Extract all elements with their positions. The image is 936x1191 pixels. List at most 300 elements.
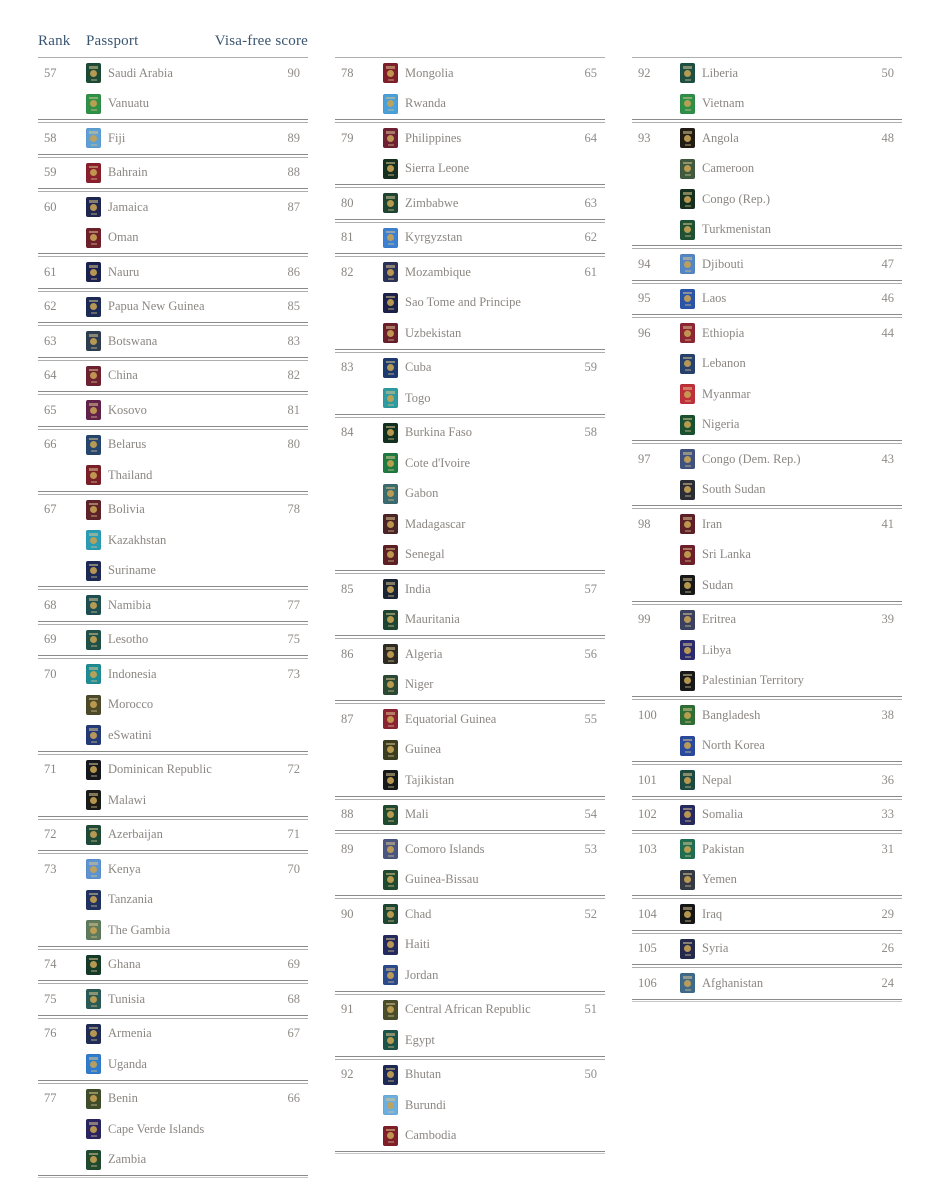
country-name: Algeria — [405, 646, 443, 661]
passport-cover-icon — [383, 1095, 398, 1115]
table-row — [335, 995, 605, 1026]
passport-cover-icon — [680, 671, 695, 691]
passport-title-mark — [386, 326, 395, 329]
table-row — [632, 635, 902, 666]
passport-cover-icon — [383, 293, 398, 313]
rank-value: 83 — [341, 360, 354, 375]
passport-cover-icon — [86, 1119, 101, 1139]
passport-title-mark — [683, 517, 692, 520]
table-row — [335, 639, 605, 670]
rank-group — [335, 222, 605, 255]
country-name: Afghanistan — [702, 975, 764, 990]
passport-footer-mark — [388, 109, 394, 111]
passport-title-mark — [386, 426, 395, 429]
rank-group — [335, 256, 605, 350]
rank-group — [38, 394, 308, 427]
country-name: China — [108, 368, 138, 383]
passport-footer-mark — [91, 243, 97, 245]
country-name: India — [405, 581, 431, 596]
passport-title-mark — [683, 674, 692, 677]
passport-cover-icon — [86, 1054, 101, 1074]
table-row — [335, 735, 605, 766]
country-name: South Sudan — [702, 482, 766, 497]
table-row — [335, 1060, 605, 1091]
visa-free-score: 72 — [287, 762, 300, 777]
passport-emblem-mark — [387, 330, 394, 337]
passport-footer-mark — [388, 820, 394, 822]
passport-footer-mark — [91, 79, 97, 81]
passport-cover-icon — [383, 94, 398, 114]
rank-group — [335, 799, 605, 832]
passport-title-mark — [386, 548, 395, 551]
rank-value: 58 — [44, 130, 57, 145]
passport-footer-mark — [91, 1070, 97, 1072]
rank-value: 103 — [638, 841, 657, 856]
rank-group — [632, 764, 902, 797]
passport-footer-mark — [388, 499, 394, 501]
passport-cover-icon — [680, 705, 695, 725]
passport-emblem-mark — [90, 234, 97, 241]
country-name: North Korea — [702, 738, 765, 753]
passport-cover-icon — [383, 514, 398, 534]
rank-value: 78 — [341, 65, 354, 80]
country-name: Djibouti — [702, 256, 744, 271]
passport-cover-icon — [383, 128, 398, 148]
country-name: Madagascar — [405, 516, 466, 531]
rank-group — [632, 799, 902, 832]
table-row — [632, 968, 902, 999]
passport-emblem-mark — [387, 460, 394, 467]
passport-footer-mark — [388, 690, 394, 692]
passport-footer-mark — [685, 270, 691, 272]
passport-emblem-mark — [90, 204, 97, 211]
country-name: Cameroon — [702, 161, 755, 176]
rank-group — [38, 1083, 308, 1177]
rank-group — [335, 187, 605, 220]
passport-emblem-mark — [90, 636, 97, 643]
table-row — [38, 395, 308, 426]
table-row — [38, 690, 308, 721]
passport-cover-icon — [86, 825, 101, 845]
rank-value: 104 — [638, 906, 657, 921]
rank-value: 90 — [341, 906, 354, 921]
passport-footer-mark — [685, 920, 691, 922]
country-name: Eritrea — [702, 612, 737, 627]
passport-cover-icon — [680, 736, 695, 756]
passport-emblem-mark — [684, 226, 691, 233]
passport-title-mark — [683, 192, 692, 195]
rank-value: 85 — [341, 581, 354, 596]
rank-value: 88 — [341, 807, 354, 822]
rank-group — [632, 122, 902, 246]
passport-title-mark — [683, 976, 692, 979]
passport-cover-icon — [383, 358, 398, 378]
rank-group — [632, 967, 902, 1000]
country-name: Mauritania — [405, 612, 460, 627]
passport-emblem-mark — [684, 165, 691, 172]
passport-footer-mark — [388, 755, 394, 757]
visa-free-score: 48 — [881, 130, 894, 145]
country-name: Kenya — [108, 861, 141, 876]
passport-title-mark — [683, 257, 692, 260]
table-row — [38, 192, 308, 223]
rank-group — [38, 191, 308, 254]
passport-emblem-mark — [387, 876, 394, 883]
country-name: Tanzania — [108, 892, 153, 907]
rank-group — [38, 360, 308, 393]
passport-cover-icon — [680, 289, 695, 309]
rank-group — [38, 949, 308, 982]
visa-free-score: 81 — [287, 402, 300, 417]
country-name: Chad — [405, 906, 432, 921]
passport-cover-icon — [383, 709, 398, 729]
passport-footer-mark — [91, 416, 97, 418]
rank-header: Rank — [38, 33, 71, 49]
passport-title-mark — [386, 517, 395, 520]
country-name: Nigeria — [702, 417, 740, 432]
passport-emblem-mark — [90, 537, 97, 544]
passport-cover-icon — [383, 545, 398, 565]
passport-emblem-mark — [90, 169, 97, 176]
passport-footer-mark — [91, 515, 97, 517]
table-header — [38, 33, 308, 57]
rank-group — [632, 933, 902, 966]
passport-cover-icon — [383, 805, 398, 825]
passport-emblem-mark — [90, 896, 97, 903]
passport-emblem-mark — [684, 876, 691, 883]
passport-footer-mark — [91, 178, 97, 180]
country-name: Vietnam — [702, 96, 745, 111]
table-row — [38, 58, 308, 89]
passport-emblem-mark — [684, 521, 691, 528]
passport-cover-icon — [680, 575, 695, 595]
passport-footer-mark — [685, 989, 691, 991]
columns-wrap — [38, 33, 902, 1178]
visa-free-score: 87 — [287, 199, 300, 214]
country-name: Bhutan — [405, 1067, 442, 1082]
visa-free-score: 67 — [287, 1026, 300, 1041]
rank-group — [38, 122, 308, 155]
passport-emblem-mark — [387, 1006, 394, 1013]
rank-value: 94 — [638, 256, 651, 271]
passport-title-mark — [683, 907, 692, 910]
country-name: Iran — [702, 516, 723, 531]
visa-free-score: 69 — [287, 957, 300, 972]
passport-title-mark — [683, 292, 692, 295]
passport-title-mark — [386, 391, 395, 394]
passport-footer-mark — [388, 595, 394, 597]
passport-emblem-mark — [684, 647, 691, 654]
passport-title-mark — [89, 1153, 98, 1156]
visa-free-score: 51 — [584, 1002, 597, 1017]
rank-value: 66 — [44, 437, 57, 452]
passport-title-mark — [89, 66, 98, 69]
passport-emblem-mark — [90, 100, 97, 107]
visa-free-score: 86 — [287, 264, 300, 279]
visa-free-score: 82 — [287, 368, 300, 383]
passport-footer-mark — [388, 438, 394, 440]
rank-group — [38, 157, 308, 190]
rank-value: 76 — [44, 1026, 57, 1041]
passport-title-mark — [386, 773, 395, 776]
rank-value: 106 — [638, 975, 657, 990]
column-1-groups — [38, 57, 308, 1178]
country-name: Niger — [405, 677, 434, 692]
rank-group — [38, 624, 308, 657]
passport-footer-mark — [91, 576, 97, 578]
passport-title-mark — [683, 708, 692, 711]
country-name: Sierra Leone — [405, 161, 470, 176]
passport-cover-icon — [680, 973, 695, 993]
passport-emblem-mark — [684, 677, 691, 684]
visa-free-score: 38 — [881, 707, 894, 722]
visa-free-score: 65 — [584, 65, 597, 80]
rank-value: 101 — [638, 772, 657, 787]
table-row — [335, 1025, 605, 1056]
passport-footer-mark — [388, 404, 394, 406]
table-row — [632, 349, 902, 380]
passport-emblem-mark — [387, 746, 394, 753]
passport-title-mark — [386, 265, 395, 268]
passport-emblem-mark — [387, 551, 394, 558]
passport-emblem-mark — [684, 261, 691, 268]
country-name: Mali — [405, 807, 429, 822]
rank-group — [632, 604, 902, 698]
passport-cover-icon — [383, 770, 398, 790]
table-row — [335, 154, 605, 185]
rank-value: 96 — [638, 325, 651, 340]
table-row — [632, 731, 902, 762]
visa-free-score: 89 — [287, 130, 300, 145]
country-name: Uzbekistan — [405, 325, 462, 340]
rank-group — [632, 57, 902, 120]
visa-free-score: 29 — [881, 906, 894, 921]
table-row — [38, 659, 308, 690]
passport-footer-mark — [388, 209, 394, 211]
passport-title-mark — [386, 1068, 395, 1071]
country-name: Dominican Republic — [108, 762, 212, 777]
country-name: Fiji — [108, 130, 126, 145]
rank-group — [38, 256, 308, 289]
passport-footer-mark — [91, 840, 97, 842]
passport-cover-icon — [680, 189, 695, 209]
rank-group — [38, 494, 308, 588]
visa-free-score: 55 — [584, 711, 597, 726]
passport-cover-icon — [383, 423, 398, 443]
passport-cover-icon — [383, 740, 398, 760]
passport-footer-mark — [685, 79, 691, 81]
passport-footer-mark — [91, 1039, 97, 1041]
passport-footer-mark — [685, 885, 691, 887]
table-row — [38, 590, 308, 621]
visa-free-score: 80 — [287, 437, 300, 452]
rank-group — [335, 833, 605, 896]
visa-free-score: 83 — [287, 333, 300, 348]
table-row — [632, 570, 902, 601]
passport-cover-icon — [383, 484, 398, 504]
rank-value: 77 — [44, 1091, 57, 1106]
table-row — [38, 123, 308, 154]
passport-cover-icon — [383, 1000, 398, 1020]
passport-footer-mark — [388, 920, 394, 922]
passport-cover-icon — [680, 939, 695, 959]
table-row — [38, 460, 308, 491]
table-row — [38, 430, 308, 461]
passport-emblem-mark — [387, 716, 394, 723]
passport-footer-mark — [685, 304, 691, 306]
passport-emblem-mark — [90, 472, 97, 479]
passport-title-mark — [683, 773, 692, 776]
table-row — [38, 785, 308, 816]
table-row — [38, 720, 308, 751]
table-row — [632, 58, 902, 89]
passport-title-mark — [683, 223, 692, 226]
passport-cover-icon — [383, 644, 398, 664]
passport-emblem-mark — [387, 135, 394, 142]
table-row — [335, 448, 605, 479]
passport-title-mark — [683, 452, 692, 455]
passport-emblem-mark — [684, 911, 691, 918]
passport-cover-icon — [383, 193, 398, 213]
passport-title-mark — [89, 992, 98, 995]
passport-footer-mark — [388, 530, 394, 532]
country-name: Vanuatu — [108, 96, 149, 111]
country-name: Ethiopia — [702, 325, 745, 340]
passport-title-mark — [386, 1098, 395, 1101]
country-name: Tunisia — [108, 991, 146, 1006]
country-name: Suriname — [108, 563, 156, 578]
country-name: Laos — [702, 291, 727, 306]
passport-footer-mark — [685, 820, 691, 822]
country-name: Mongolia — [405, 65, 454, 80]
table-row — [335, 353, 605, 384]
passport-emblem-mark — [684, 742, 691, 749]
passport-cover-icon — [680, 384, 695, 404]
passport-title-mark — [386, 613, 395, 616]
passport-title-mark — [386, 808, 395, 811]
passport-emblem-mark — [90, 866, 97, 873]
passport-emblem-mark — [684, 391, 691, 398]
table-row — [38, 1049, 308, 1080]
passport-title-mark — [683, 97, 692, 100]
visa-free-score: 50 — [881, 65, 894, 80]
rank-group — [632, 317, 902, 441]
table-row — [632, 444, 902, 475]
passport-footer-mark — [388, 308, 394, 310]
table-row — [632, 154, 902, 185]
country-name: Benin — [108, 1091, 138, 1106]
passport-cover-icon — [86, 94, 101, 114]
table-row — [335, 865, 605, 896]
passport-emblem-mark — [684, 945, 691, 952]
country-name: Angola — [702, 130, 739, 145]
passport-title-mark — [386, 196, 395, 199]
passport-title-mark — [89, 1027, 98, 1030]
rank-group — [38, 983, 308, 1016]
rank-value: 65 — [44, 402, 57, 417]
country-name: Turkmenistan — [702, 222, 771, 237]
visa-free-score: 33 — [881, 807, 894, 822]
visa-free-score: 26 — [881, 941, 894, 956]
passport-cover-icon — [680, 354, 695, 374]
passport-emblem-mark — [387, 586, 394, 593]
passport-title-mark — [89, 598, 98, 601]
rank-value: 79 — [341, 130, 354, 145]
rank-value: 100 — [638, 707, 657, 722]
passport-title-mark — [386, 97, 395, 100]
rank-group — [632, 283, 902, 316]
table-row — [335, 605, 605, 636]
table-row — [335, 1121, 605, 1152]
passport-title-mark — [386, 456, 395, 459]
passport-footer-mark — [91, 775, 97, 777]
passport-footer-mark — [388, 1046, 394, 1048]
table-row — [632, 284, 902, 315]
rank-group — [38, 429, 308, 492]
country-name: Azerbaijan — [108, 827, 163, 842]
passport-emblem-mark — [90, 996, 97, 1003]
passport-emblem-mark — [684, 421, 691, 428]
passport-cover-icon — [86, 297, 101, 317]
visa-free-score: 68 — [287, 991, 300, 1006]
rank-group — [632, 248, 902, 281]
rank-value: 102 — [638, 807, 657, 822]
passport-title-mark — [89, 828, 98, 831]
country-name: Libya — [702, 642, 732, 657]
passport-cover-icon — [86, 500, 101, 520]
column-2-groups — [335, 57, 605, 1154]
passport-emblem-mark — [684, 980, 691, 987]
country-name: Rwanda — [405, 96, 446, 111]
table-row — [335, 288, 605, 319]
passport-cover-icon — [383, 262, 398, 282]
table-row — [632, 509, 902, 540]
passport-cover-icon — [383, 935, 398, 955]
rank-group — [38, 658, 308, 752]
country-name: Bolivia — [108, 502, 145, 517]
passport-title-mark — [683, 483, 692, 486]
rank-value: 57 — [44, 65, 57, 80]
passport-footer-mark — [388, 855, 394, 857]
country-name: Malawi — [108, 792, 147, 807]
passport-footer-mark — [91, 109, 97, 111]
passport-cover-icon — [86, 331, 101, 351]
passport-title-mark — [683, 739, 692, 742]
passport-cover-icon — [86, 228, 101, 248]
rank-value: 86 — [341, 646, 354, 661]
visa-free-score: 46 — [881, 291, 894, 306]
rank-value: 84 — [341, 425, 354, 440]
table-row — [38, 1019, 308, 1050]
table-row — [632, 89, 902, 120]
passport-cover-icon — [86, 435, 101, 455]
passport-emblem-mark — [90, 1061, 97, 1068]
passport-emblem-mark — [684, 712, 691, 719]
rank-value: 91 — [341, 1002, 354, 1017]
passport-footer-mark — [91, 1005, 97, 1007]
country-name: Gabon — [405, 486, 439, 501]
table-row — [335, 574, 605, 605]
table-row — [38, 525, 308, 556]
table-row — [38, 89, 308, 120]
passport-emblem-mark — [387, 364, 394, 371]
passport-title-mark — [386, 873, 395, 876]
passport-title-mark — [386, 1129, 395, 1132]
rank-group — [335, 703, 605, 797]
visa-free-score: 31 — [881, 841, 894, 856]
passport-title-mark — [89, 763, 98, 766]
country-name: Central African Republic — [405, 1002, 531, 1017]
